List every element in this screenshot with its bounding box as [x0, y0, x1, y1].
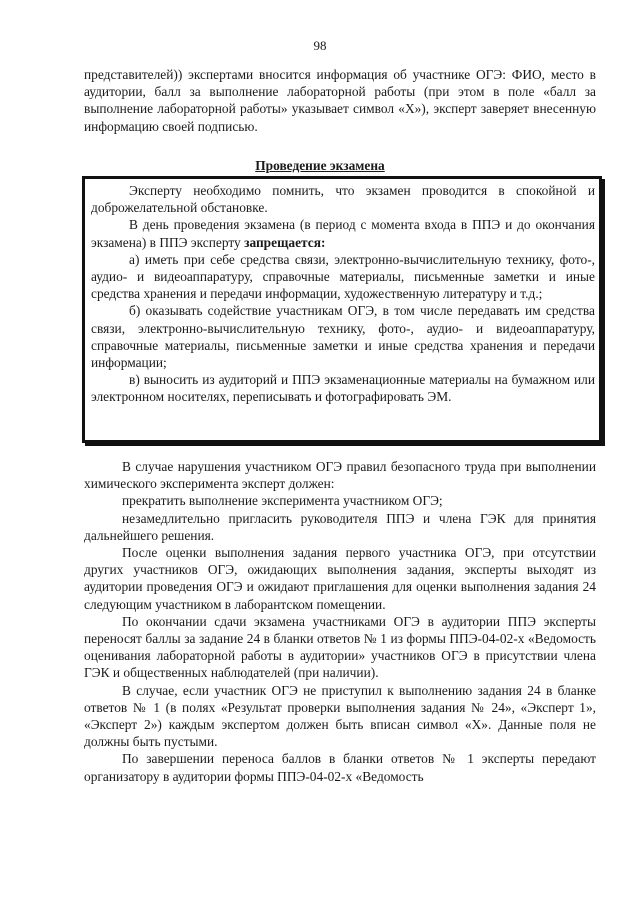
section-title: Проведение экзамена [255, 158, 385, 173]
body-paragraph: По завершении переноса баллов в бланки ответов № 1 эксперты передают организатору в аудитории формы ППЭ-04-02-х «Ведомость [84, 751, 596, 784]
prohibition-item-b: б) оказывать содействие участникам ОГЭ, в том числе передавать им средства связи, электронно-вычислительную технику, фото-, аудио- и видеоаппаратуру, справочные материалы, письменные заметки и иные средства хранения и передачи информации; [91, 303, 595, 371]
exam-rules-box [82, 176, 602, 443]
prohibited-label: запрещается: [244, 234, 326, 250]
exam-paragraph-text: В день проведения экзамена (в период с момента входа в ППЭ и до окончания экзамена) в ППЭ эксперту [91, 217, 595, 250]
prohibition-item-a: а) иметь при себе средства связи, электронно-вычислительную технику, фото-, аудио- и видеоаппаратуру, справочные материалы, письменные заметки и иные средства хранения и передачи информации, художественную литературу и т.д.; [91, 251, 595, 302]
body-paragraph: После оценки выполнения задания первого участника ОГЭ, при отсутствии других участников ОГЭ, ожидающих выполнения задания, эксперты выходят из аудитории проведения ОГЭ и ожидают приглашения для оценки выполнения задания 24 следующим участником в лаборантском помещении. [84, 545, 596, 612]
exam-paragraph [91, 216, 595, 250]
body-paragraph: По окончании сдачи экзамена участниками ОГЭ в аудитории ППЭ эксперты переносят баллы за задание 24 в бланки ответов № 1 из формы ППЭ-04-02-х «Ведомость оценивания лабораторной работы в аудитории» участников ОГЭ в присутствии члена ГЭК и общественных наблюдателей (при наличии). [84, 613, 596, 681]
body-paragraph: В случае нарушения участником ОГЭ правил безопасного труда при выполнении химического эксперимента эксперт должен: [84, 459, 596, 492]
body-paragraph: В случае, если участник ОГЭ не приступил к выполнению задания 24 в бланке ответов № 1 (в полях «Результат проверки выполнения задания № 24», «Эксперт 1», «Эксперт 2») каждым экспертом должен быть вписан символ «Х». Данные поля не должны быть пустыми. [84, 682, 596, 750]
body-paragraph: незамедлительно пригласить руководителя ППЭ и члена ГЭК для принятия дальнейшего решения. [84, 510, 596, 543]
intro-paragraph: представителей)) экспертами вносится информация об участнике ОГЭ: ФИО, место в аудитории, балл за выполнение лабораторной работы (при этом в поле «балл за выполнение лабораторной работы» указывает символ «Х»), эксперт заверяет внесенную информацию своей подписью. [84, 67, 596, 134]
exam-paragraph: Эксперту необходимо помнить, что экзамен проводится в спокойной и доброжелательной обстановке. [91, 183, 595, 216]
body-paragraph: прекратить выполнение эксперимента участником ОГЭ; [122, 493, 443, 509]
intro-paragraph-block [84, 66, 596, 135]
body-text [84, 458, 596, 785]
page-number: 98 [313, 38, 327, 53]
prohibition-item-c: в) выносить из аудиторий и ППЭ экзаменационные материалы на бумажном или электронном носителях, переписывать и фотографировать ЭМ. [91, 372, 595, 405]
